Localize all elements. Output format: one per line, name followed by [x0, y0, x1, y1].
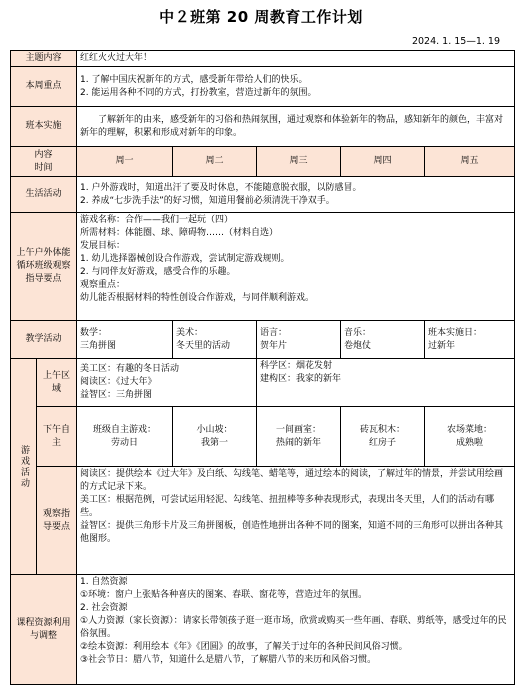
header-corner-content: 内容 [34, 149, 53, 160]
outdoor-content [77, 213, 515, 321]
afternoon-cell [341, 407, 425, 467]
afternoon-label: 下午自主 [37, 407, 77, 467]
focus-line: 1. 了解中国庆祝新年的方式，感受新年带给人们的快乐。 [80, 74, 308, 85]
teaching-cell [341, 321, 425, 359]
observe-content [77, 467, 515, 575]
afternoon-head: 砖瓦积木： [360, 424, 406, 435]
teaching-subject: 数学： [80, 327, 108, 338]
day-header: 周一 [77, 147, 173, 177]
focus-row [11, 67, 515, 107]
teaching-cell [173, 321, 257, 359]
afternoon-name: 劳动日 [111, 437, 139, 448]
afternoon-cell [425, 407, 515, 467]
day-header: 周五 [425, 147, 515, 177]
life-content [77, 177, 515, 213]
day-header: 周二 [173, 147, 257, 177]
afternoon-name: 热闹的新年 [276, 437, 322, 448]
theme-row [11, 51, 515, 67]
teaching-name: 过新年 [428, 340, 456, 351]
teaching-name: 卷炮仗 [344, 340, 372, 351]
focus-label: 本周重点 [11, 67, 77, 107]
focus-content [77, 67, 515, 107]
afternoon-name: 我第一 [201, 437, 229, 448]
theme-value: 红红火火过大年！ [77, 51, 515, 67]
game-label [11, 359, 37, 575]
area-item: 美工区：有趣的冬日活动 [80, 364, 180, 374]
area-item: 阅读区：《过大年》 [80, 377, 157, 387]
class-feature-row [11, 107, 515, 147]
morning-label: 上午区域 [37, 359, 77, 407]
resource-line: ③社会节日：腊八节，知道什么是腊八节，了解腊八节的来历和风俗习惯。 [80, 655, 377, 665]
observe-line: 美工区：根据范例，可尝试运用轻泥、勾线笔、扭扭棒等多种表现形式，表现出冬天里，人们的活动有哪些。 [80, 495, 495, 518]
resource-line: ①环境：窗户上张贴各种喜庆的图案、春联、窗花等，营造过年的氛围。 [80, 590, 368, 600]
afternoon-name: 红房子 [369, 437, 397, 448]
game-observe-row [11, 467, 515, 575]
resource-line: ①人力资源（家长资源）：请家长带领孩子逛一逛市场，欣赏或购买一些年画、春联、剪纸等，感受过年的民俗氛围。 [80, 616, 507, 639]
outdoor-row [11, 213, 515, 321]
outdoor-line: 幼儿能否根据材料的特性创设合作游戏，与同伴顺利游戏。 [80, 293, 315, 303]
observe-label: 观察指导要点 [37, 467, 77, 575]
resources-content [77, 575, 515, 685]
teaching-subject: 班本实施日： [428, 327, 483, 338]
teaching-cell [425, 321, 515, 359]
teaching-subject: 美术： [176, 327, 204, 338]
page-title: 中２班第 20 周教育工作计划 [159, 8, 363, 26]
header-corner-time: 时间 [34, 162, 53, 173]
outdoor-line: 游戏名称：合作——我们一起玩（四） [80, 215, 234, 225]
area-item: 益智区：三角拼图 [80, 390, 153, 400]
morning-areas-left [77, 359, 257, 407]
afternoon-name: 成熟啦 [456, 437, 484, 448]
afternoon-cell [77, 407, 173, 467]
theme-label: 主题内容 [11, 51, 77, 67]
resource-line: 2. 社会资源 [80, 603, 128, 613]
teaching-cell [257, 321, 341, 359]
game-afternoon-row [11, 407, 515, 467]
resources-row [11, 575, 515, 685]
outdoor-line: 2. 与同伴友好游戏，感受合作的乐趣。 [80, 267, 236, 277]
outdoor-label: 上午户外体能循环班级观察指导要点 [11, 213, 77, 321]
life-line: 2. 养成“七步洗手法”的好习惯，知道用餐前必须清洗干净双手。 [80, 195, 335, 206]
resource-line: 1. 自然资源 [80, 577, 128, 587]
week-header-row [11, 147, 515, 177]
observe-line: 阅读区：提供绘本《过大年》及白纸、勾线笔、蜡笔等，通过绘本的阅读，了解过年的情景，并尝试用绘画的方式记录下来。 [80, 469, 504, 492]
afternoon-cell [257, 407, 341, 467]
resources-label: 课程资源利用与调整 [11, 575, 77, 685]
teaching-name: 冬天里的活动 [176, 340, 231, 351]
observe-line: 益智区：提供三角形卡片及三角拼图板，创造性地拼出各种不同的图案，知道不同的三角形可以拼出各种其他图形。 [80, 521, 504, 544]
afternoon-head: 农场菜地： [447, 424, 493, 435]
life-row [11, 177, 515, 213]
area-item: 科学区：烟花发射 [260, 361, 333, 371]
day-header: 周四 [341, 147, 425, 177]
afternoon-head: 小山坡： [196, 424, 233, 435]
class-feature-text: 了解新年的由来，感受新年的习俗和热闹氛围，通过观察和体验新年的物品，感知新年的颜色，丰富对新年的理解，积累和形成对新年的印象。 [77, 107, 515, 147]
focus-line: 2. 能运用各种不同的方式，打扮教室，营造过新年的氛围。 [80, 87, 317, 98]
afternoon-head: 班级自主游戏： [93, 424, 157, 435]
outdoor-line: 发展目标： [80, 241, 126, 251]
resource-line: ②绘本资源：利用绘本《年》《团圆》的故事，了解关于过年的各种民间风俗习惯。 [80, 642, 408, 652]
date-range: 2024. 1. 15—1. 19 [411, 36, 500, 47]
teaching-name: 三角拼图 [80, 340, 117, 351]
class-feature-label: 班本实施 [11, 107, 77, 147]
game-label-text: 游戏活动 [19, 444, 29, 489]
header-corner [11, 147, 77, 177]
afternoon-head: 一间画室： [276, 424, 322, 435]
morning-areas-right [257, 359, 515, 407]
game-morning-row [11, 359, 515, 407]
teaching-cell [77, 321, 173, 359]
teaching-subject: 音乐： [344, 327, 372, 338]
teaching-subject: 语言： [260, 327, 288, 338]
area-item: 建构区：我家的新年 [260, 374, 342, 384]
afternoon-cell [173, 407, 257, 467]
teaching-label: 教学活动 [11, 321, 77, 359]
teaching-row [11, 321, 515, 359]
life-label: 生活活动 [11, 177, 77, 213]
plan-table [10, 50, 515, 685]
life-line: 1. 户外游戏时，知道出汗了要及时休息，不能随意脱衣服，以防感冒。 [80, 182, 362, 193]
day-header: 周三 [257, 147, 341, 177]
outdoor-line: 所需材料：体能圈、球、障碍物……（材料自选） [80, 228, 279, 238]
outdoor-line: 观察重点： [80, 280, 126, 290]
teaching-name: 贺年片 [260, 340, 288, 351]
outdoor-line: 1. 幼儿选择器械创设合作游戏，尝试制定游戏规则。 [80, 254, 290, 264]
